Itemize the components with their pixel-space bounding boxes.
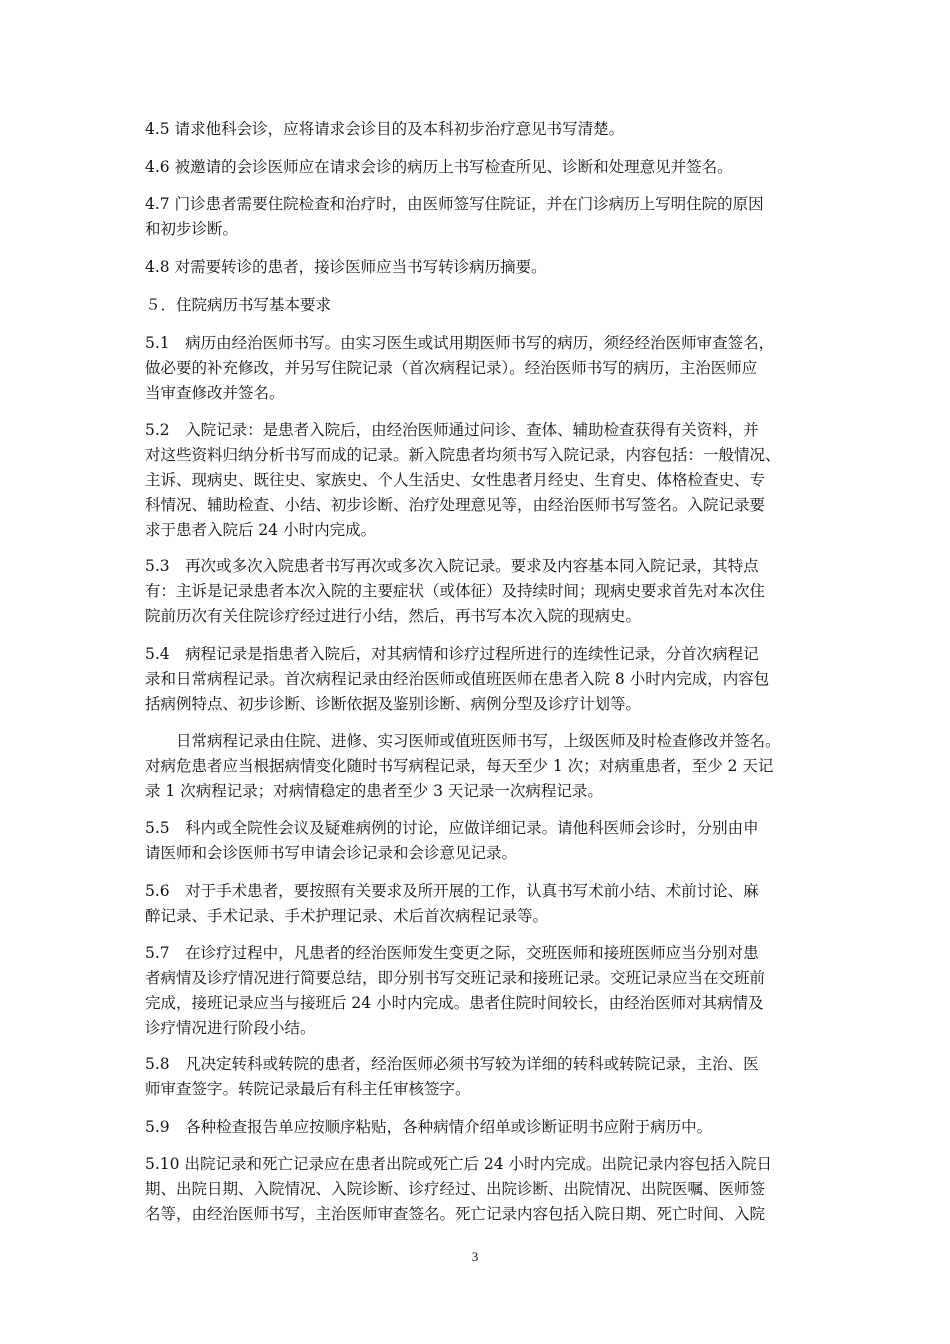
paragraph-4-6: [145, 155, 813, 180]
text-line: 师审查签字。转院记录最后有科主任审核签字。: [145, 1080, 471, 1098]
paragraph-4-5: [145, 117, 813, 142]
section-heading: ５．住院病历书写基本要求: [145, 296, 332, 314]
section-heading-5: [145, 293, 813, 318]
paragraph-5-6: [145, 879, 813, 929]
page-number: 3: [471, 1249, 479, 1264]
text-line: 诊疗情况进行阶段小结。: [145, 1019, 316, 1037]
text-line: 科情况、辅助检查、小结、初步诊断、治疗处理意见等，由经治医师书写签名。入院记录要: [145, 496, 766, 514]
text-line: 5.6 对于手术患者，要按照有关要求及所开展的工作，认真书写术前小结、术前讨论、麻: [145, 882, 759, 900]
text-line: 和初步诊断。: [145, 220, 239, 238]
text-line: 对这些资料归纳分析书写而成的记录。新入院患者均须书写入院记录，内容包括：一般情况、: [145, 446, 781, 464]
text-line: 5.2 入院记录：是患者入院后，由经治医师通过问诊、查体、辅助检查获得有关资料，并: [145, 421, 759, 439]
text-line: 录 1 次病程记录；对病情稳定的患者至少 3 天记录一次病程记录。: [145, 782, 603, 800]
paragraph-5-4-continued: [145, 729, 813, 804]
text-line: 名等，由经治医师书写，主治医师审查签名。死亡记录内容包括入院日期、死亡时间、入院: [145, 1205, 766, 1223]
paragraph-4-8: [145, 255, 813, 280]
paragraph-4-7: [145, 192, 813, 242]
text-line: 期、出院日期、入院情况、入院诊断、诊疗经过、出院诊断、出院情况、出院医嘱、医师签: [145, 1180, 766, 1198]
paragraph-5-8: [145, 1052, 813, 1102]
paragraph-5-5: [145, 816, 813, 866]
text-line: 5.3 再次或多次入院患者书写再次或多次入院记录。要求及内容基本同入院记录，其特点: [145, 557, 759, 575]
paragraph-5-4: [145, 642, 813, 717]
text-line: 请医师和会诊医师书写申请会诊记录和会诊意见记录。: [145, 844, 518, 862]
text-line: 4.8 对需要转诊的患者，接诊医师应当书写转诊病历摘要。: [145, 258, 547, 276]
text-line: 有：主诉是记录患者本次入院的主要症状（或体征）及持续时间；现病史要求首先对本次住: [145, 582, 766, 600]
text-line: 5.9 各种检查报告单应按顺序粘贴，各种病情介绍单或诊断证明书应附于病历中。: [145, 1118, 713, 1136]
text-line: 5.7 在诊疗过程中，凡患者的经治医师发生变更之际，交班医师和接班医师应当分别对患: [145, 944, 759, 962]
text-line: 5.5 科内或全院性会议及疑难病例的讨论，应做详细记录。请他科医师会诊时，分别由申: [145, 819, 759, 837]
paragraph-5-7: [145, 941, 813, 1041]
text-line: 录和日常病程记录。首次病程记录由经治医师或值班医师在患者入院 8 小时内完成，内容包: [145, 670, 770, 688]
paragraph-5-10: [145, 1152, 813, 1227]
text-line: 做必要的补充修改，并另写住院记录（首次病程记录）。经治医师书写的病历，主治医师应: [145, 359, 758, 377]
text-line: 4.6 被邀请的会诊医师应在请求会诊的病历上书写检查所见、诊断和处理意见并签名。: [145, 158, 733, 176]
text-line: 当审查修改并签名。: [145, 384, 285, 402]
text-line: 者病情及诊疗情况进行简要总结，即分别书写交班记录和接班记录。交班记录应当在交班前: [145, 969, 766, 987]
text-line: 4.7 门诊患者需要住院检查和治疗时，由医师签写住院证，并在门诊病历上写明住院的原因: [145, 195, 764, 213]
text-line: 4.5 请求他科会诊，应将请求会诊目的及本科初步治疗意见书写清楚。: [145, 120, 625, 138]
text-line: 5.4 病程记录是指患者入院后，对其病情和诊疗过程所进行的连续性记录，分首次病程记: [145, 645, 759, 663]
paragraph-5-1: [145, 331, 813, 406]
text-line: 求于患者入院后 24 小时内完成。: [145, 521, 377, 539]
text-line: 对病危患者应当根据病情变化随时书写病程记录，每天至少 1 次；对病重患者，至少 2 天记: [145, 757, 774, 775]
text-line: 5.1 病历由经治医师书写。由实习医生或试用期医师书写的病历，须经经治医师审查签名，: [145, 334, 775, 352]
paragraph-5-2: [145, 418, 813, 543]
paragraph-5-9: [145, 1115, 813, 1140]
text-line: 完成，接班记录应当与接班后 24 小时内完成。患者住院时间较长，由经治医师对其病情及: [145, 994, 764, 1012]
text-line: 5.8 凡决定转科或转院的患者，经治医师必须书写较为详细的转科或转院记录，主治、医: [145, 1055, 759, 1073]
text-line: 醉记录、手术记录、手术护理记录、术后首次病程记录等。: [145, 907, 549, 925]
text-line: 主诉、现病史、既往史、家族史、个人生活史、女性患者月经史、生育史、体格检查史、专: [145, 471, 766, 489]
text-line: 日常病程记录由住院、进修、实习医师或值班医师书写，上级医师及时检查修改并签名。: [176, 732, 781, 750]
paragraph-5-3: [145, 554, 813, 629]
text-line: 括病例特点、初步诊断、诊断依据及鉴别诊断、病例分型及诊疗计划等。: [145, 695, 642, 713]
text-line: 5.10 出院记录和死亡记录应在患者出院或死亡后 24 小时内完成。出院记录内容包括入院日: [145, 1155, 773, 1173]
text-line: 院前历次有关住院诊疗经过进行小结，然后，再书写本次入院的现病史。: [145, 607, 642, 625]
